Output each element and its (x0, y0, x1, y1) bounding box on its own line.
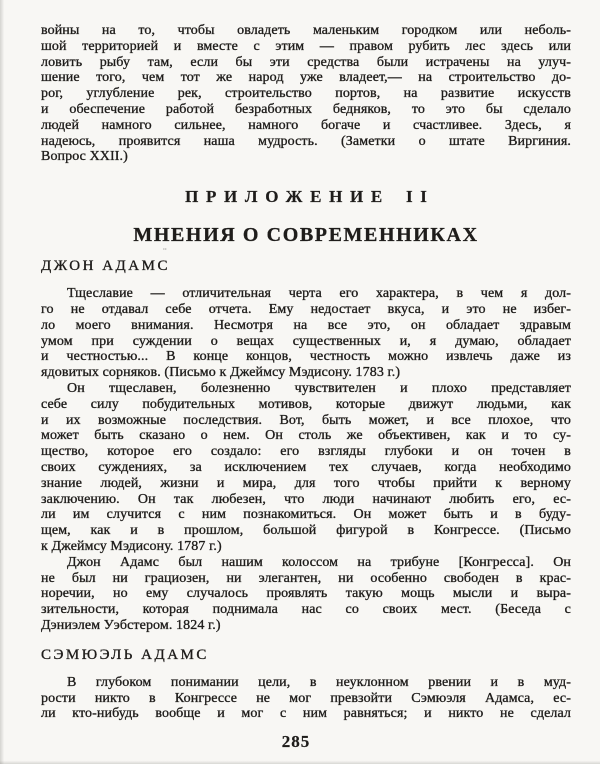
text-line: и обеспечение работой безработных бедняков, то это бы сделало (41, 101, 571, 117)
continuation-paragraphs (41, 23, 571, 165)
paragraph (41, 381, 571, 555)
text-line: знание людей, жизни и мира, для того чтобы прийти к верному (41, 475, 571, 491)
paragraph (41, 675, 571, 722)
text-line: Он тщеславен, болезненно чувствителен и плохо представляет (67, 380, 571, 396)
text-line: не был ни грациозен, ни элегантен, ни особенно свободен в крас- (41, 570, 571, 586)
section-heading: ДЖОН АДАМС (41, 258, 170, 275)
page-number: 285 (281, 732, 311, 752)
paragraph (41, 555, 571, 634)
text-line: ли кто-нибудь вообще и мог с ним равняться; и никто не сделал (41, 706, 571, 722)
text-line: Дэниэлем Уэбстером. 1824 г.) (41, 617, 221, 633)
text-line: шение того, чем тот же народ уже владеет,— на строительство до- (41, 70, 571, 86)
text-line: ло моего внимания. Несмотря на все это, он обладает здравым (41, 317, 571, 333)
section-heading: СЭМЮЭЛЬ АДАМС (41, 646, 209, 663)
appendix-subtitle: МНЕНИЯ О СОВРЕМЕННИКАХ (133, 224, 479, 247)
text-line: рог, углубление рек, строительство портов, на развитие искусств (41, 86, 571, 102)
scan-artifact-dots: ¨ (163, 246, 168, 258)
sections-container (41, 258, 571, 722)
text-line: людей намного сильнее, намного богаче и счастливее. Здесь, я (41, 117, 571, 133)
text-line: войны на то, чтобы овладеть маленьким городком или неболь- (41, 23, 571, 38)
text-line: надеюсь, проявится наша мудрость. (Заметки о штате Виргиния. (41, 133, 571, 149)
text-line: норечии, но ему случалось проявлять такую мощь мысли и выра- (41, 586, 571, 602)
text-line: себе силу побудительных мотивов, которые движут людьми, как (41, 396, 571, 412)
text-line: го не отдавал себе отчета. Ему недостает вкуса, и это не избег- (41, 301, 571, 317)
text-line: может быть сказано о нем. Он столь же объективен, как и то су- (41, 428, 571, 444)
text-line: и честностью... В конце концов, честность можно извлечь даже из (41, 349, 571, 365)
paragraph (41, 23, 571, 165)
text-line: Вопрос XXII.) (41, 149, 128, 165)
section (41, 647, 571, 722)
section (41, 258, 571, 634)
text-line: к Джеймсу Мэдисону. 1787 г.) (41, 538, 222, 554)
text-line: рости никто в Конгрессе не мог превзойти Сэмюэля Адамса, ес- (41, 690, 571, 706)
text-line: щем, как и в прошлом, большой фигурой в Конгрессе. (Письмо (41, 523, 571, 539)
text-line: щество, которое его создало: его взгляды глубоки и он точен в (41, 444, 571, 460)
text-line: Тщеславие — отличительная черта его характера, в чем я дол- (67, 286, 571, 302)
text-line: шой территорией и вместе с этим — правом рубить лес здесь или (41, 38, 571, 54)
text-line: В глубоком понимании цели, в неуклонном рвении и в муд- (67, 674, 571, 690)
text-line: своих суждениях, за исключением тех случаев, когда необходимо (41, 459, 571, 475)
text-line: умом при суждении о вещах существенных и, я думаю, обладает (41, 333, 571, 349)
appendix-title: ПРИЛОЖЕНИЕ II (185, 187, 435, 207)
text-line: ловить рыбу там, если бы эти средства были истрачены на улуч- (41, 54, 571, 70)
text-line: Джон Адамс был нашим колоссом на трибуне [Конгресса]. Он (67, 554, 571, 570)
text-line: и их возможные последствия. Вот, быть может, и все плохое, что (41, 412, 571, 428)
text-line: ли им случится с ним познакомиться. Он может быть и в буду- (41, 507, 571, 523)
text-line: ядовитых сорняков. (Письмо к Джеймсу Мэдисону. 1783 г.) (41, 365, 401, 381)
text-line: заключению. Он так любезен, что люди начинают любить его, ес- (41, 491, 571, 507)
paragraph (41, 286, 571, 381)
text-line: зительности, которая поднимала нас со своих мест. (Беседа с (41, 602, 571, 618)
